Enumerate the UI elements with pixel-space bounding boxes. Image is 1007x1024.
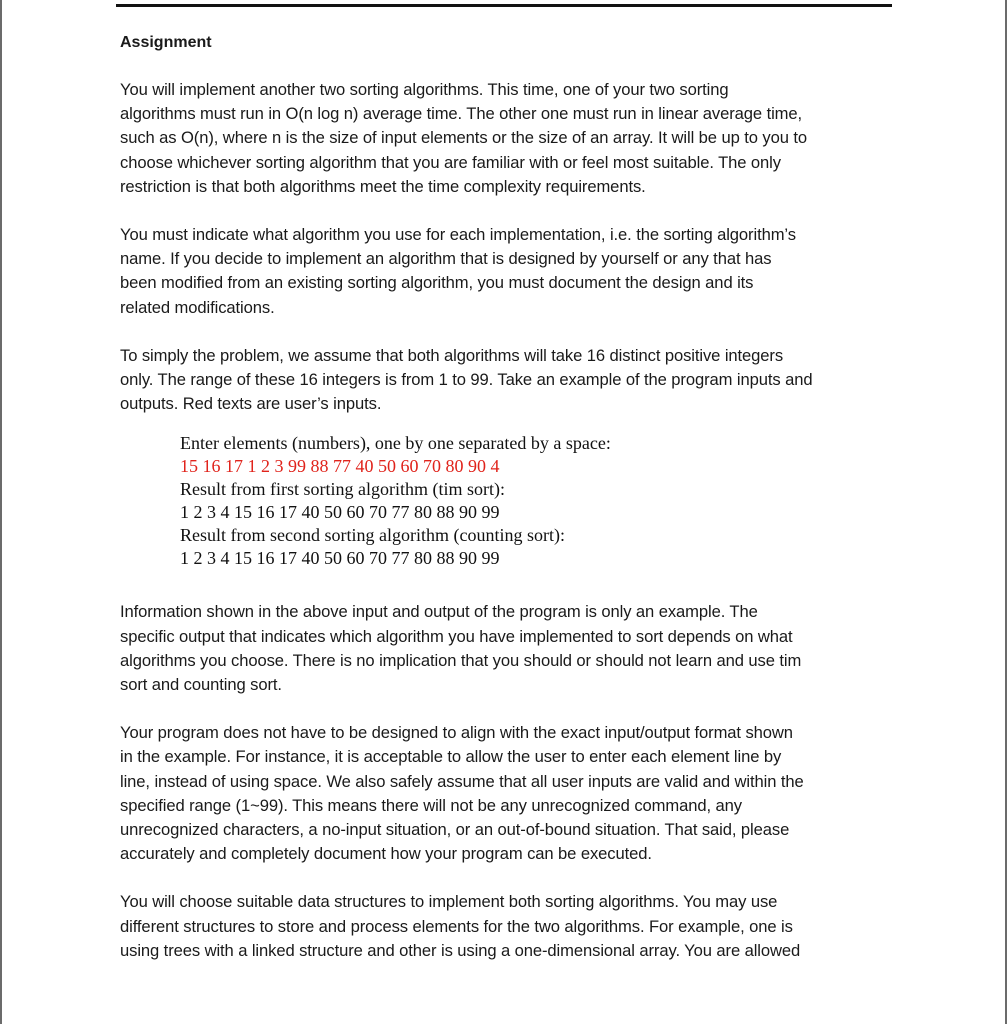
paragraph-line: You will implement another two sorting algorithms. This time, one of your two sorting	[120, 80, 729, 99]
example-result1-label: Result from first sorting algorithm (tim sort):	[180, 479, 505, 500]
example-result1-values: 1 2 3 4 15 16 17 40 50 60 70 77 80 88 90 99	[180, 502, 500, 523]
paragraph-line: related modifications.	[120, 297, 275, 317]
paragraph-data-structures	[120, 890, 890, 963]
example-io-block	[180, 432, 890, 570]
paragraph-line: You will choose suitable data structures to implement both sorting algorithms. You may use	[120, 892, 778, 912]
example-prompt: Enter elements (numbers), one by one separated by a space:	[180, 433, 611, 454]
paragraph-problem-simplification	[120, 344, 890, 417]
paragraph-line: only. The range of these 16 integers is from 1 to 99. Take an example of the program inputs and	[120, 370, 813, 390]
paragraph-line: using trees with a linked structure and other is using a one-dimensional array. You are allowed	[120, 940, 801, 960]
paragraph-line: outputs. Red texts are user’s inputs.	[120, 394, 382, 414]
section-heading: Assignment	[120, 34, 212, 51]
paragraph-line: line, instead of using space. We also safely assume that all user inputs are valid and within the	[120, 771, 804, 791]
paragraph-line: sort and counting sort.	[120, 675, 282, 695]
paragraph-line: To simply the problem, we assume that both algorithms will take 16 distinct positive integers	[120, 345, 784, 365]
paragraph-line: Information shown in the above input and output of the program is only an example. The	[120, 602, 758, 622]
paragraph-algorithm-name	[120, 223, 890, 320]
example-result2-label: Result from second sorting algorithm (counting sort):	[180, 525, 565, 546]
paragraph-line: name. If you decide to implement an algorithm that is designed by yourself or any that has	[120, 249, 772, 269]
page-left-edge	[0, 0, 2, 1024]
paragraph-line: specified range (1~99). This means there will not be any unrecognized command, any	[120, 795, 742, 815]
paragraph-intro	[120, 78, 890, 199]
paragraph-example-note	[120, 600, 890, 697]
paragraph-line: unrecognized characters, a no-input situation, or an out-of-bound situation. That said, please	[120, 820, 790, 840]
paragraph-io-format	[120, 721, 890, 866]
paragraph-line: algorithms must run in O(n log n) average time. The other one must run in linear average time,	[120, 104, 803, 124]
paragraph-line: such as O(n), where n is the size of input elements or the size of an array. It will be up to you to	[120, 128, 807, 148]
paragraph-line: You must indicate what algorithm you use for each implementation, i.e. the sorting algorithm’s	[120, 225, 796, 245]
paragraph-line: been modified from an existing sorting algorithm, you must document the design and its	[120, 273, 754, 293]
paragraph-line: different structures to store and process elements for the two algorithms. For example, one is	[120, 916, 793, 936]
paragraph-line: algorithms you choose. There is no implication that you should or should not learn and use tim	[120, 650, 802, 670]
example-user-input: 15 16 17 1 2 3 99 88 77 40 50 60 70 80 90 4	[180, 456, 500, 477]
paragraph-line: accurately and completely document how your program can be executed.	[120, 844, 652, 864]
paragraph-line: in the example. For instance, it is acceptable to allow the user to enter each element line by	[120, 747, 782, 767]
document-body	[120, 30, 890, 987]
example-result2-values: 1 2 3 4 15 16 17 40 50 60 70 77 80 88 90 99	[180, 548, 500, 569]
paragraph-line: restriction is that both algorithms meet the time complexity requirements.	[120, 176, 646, 196]
top-horizontal-rule	[116, 4, 892, 7]
paragraph-line: choose whichever sorting algorithm that you are familiar with or feel most suitable. The only	[120, 152, 781, 172]
paragraph-line: Your program does not have to be designed to align with the exact input/output format shown	[120, 723, 793, 743]
paragraph-line: specific output that indicates which algorithm you have implemented to sort depends on what	[120, 626, 793, 646]
